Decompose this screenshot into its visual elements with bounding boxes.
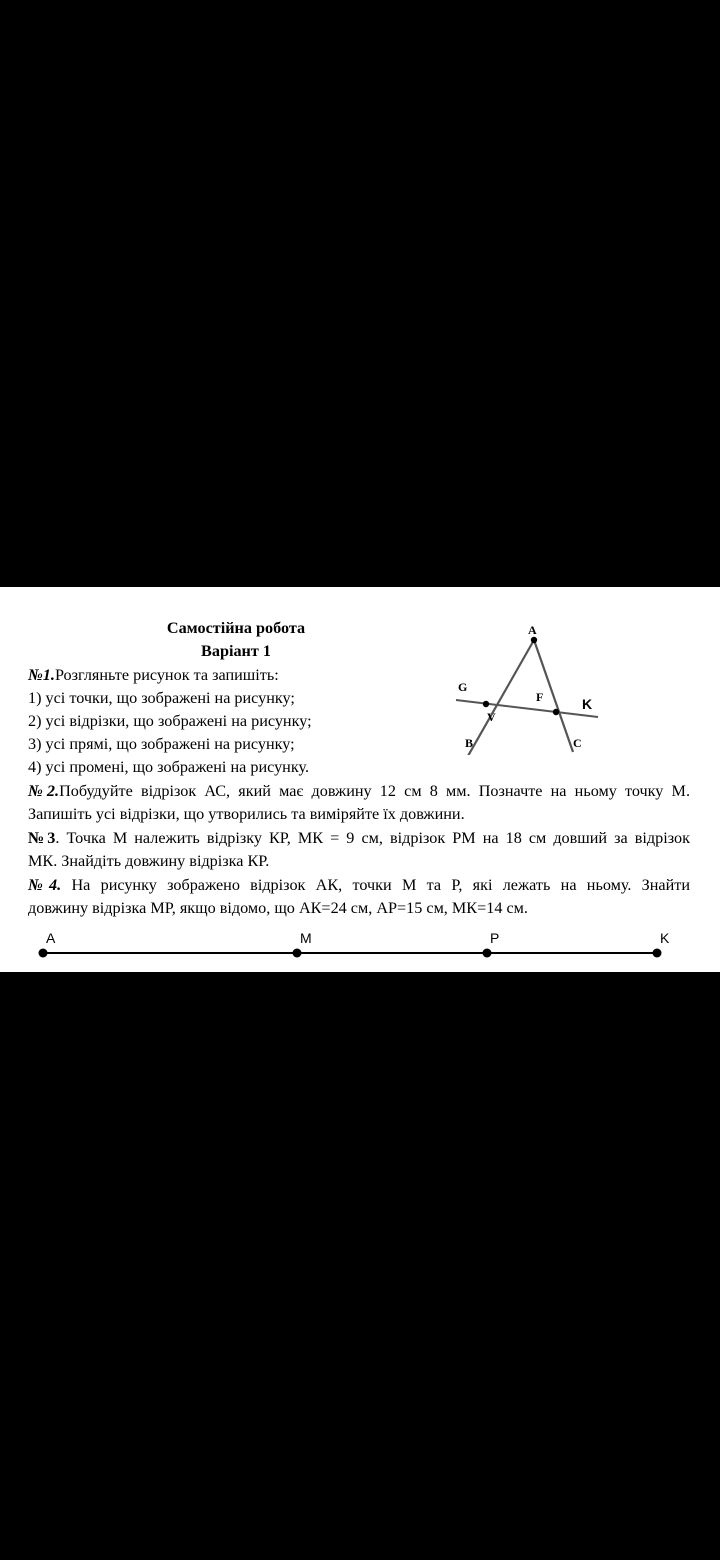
worksheet <box>0 587 720 972</box>
point-m <box>293 949 302 958</box>
label-a: A <box>528 623 537 637</box>
task-1-item: 1) усі точки, що зображені на рисунку; <box>28 689 295 707</box>
task-3-line-1: №3. Точка М належить відрізку КР, МК = 9 см, відрізок РМ на 18 см довший за відрізок <box>28 829 690 847</box>
task-1-item: 3) усі прямі, що зображені на рисунку; <box>28 735 295 753</box>
point-k <box>653 949 662 958</box>
label-c: C <box>573 736 582 750</box>
task-2-line-2: Запишіть усі відрізки, що утворились та виміряйте їх довжини. <box>28 805 465 823</box>
task-4-number: №4. <box>28 876 62 894</box>
label-k: K <box>582 696 593 712</box>
point-f <box>553 709 559 715</box>
task-2-number: №2. <box>28 782 60 800</box>
line-gk <box>456 700 598 717</box>
worksheet-title: Самостійна робота <box>166 619 306 637</box>
task-1-item: 4) усі промені, що зображені на рисунку. <box>28 758 309 776</box>
point-p <box>483 949 492 958</box>
label-v: V <box>487 710 496 724</box>
label-m: M <box>300 930 312 946</box>
task-4-line-2: довжину відрізка МР, якщо відомо, що АК=24 см, АР=15 см, МК=14 см. <box>28 899 528 917</box>
task-1-figure <box>440 615 620 755</box>
label-p: P <box>490 930 500 946</box>
label-a: A <box>46 930 56 946</box>
label-g: G <box>458 680 468 694</box>
variant-title: Варіант 1 <box>201 642 271 660</box>
task-3-line-2: МК. Знайдіть довжину відрізка КР. <box>28 852 270 870</box>
task-1-item: 2) усі відрізки, що зображені на рисунку; <box>28 712 312 730</box>
point-a <box>531 637 537 643</box>
task-1-number: №1. <box>28 666 55 684</box>
label-k: K <box>660 930 670 946</box>
task-4-figure <box>30 927 680 967</box>
point-a <box>39 949 48 958</box>
task-3-number: №3 <box>28 829 56 847</box>
label-b: B <box>465 736 474 750</box>
point-v <box>483 701 489 707</box>
label-f: F <box>536 690 544 704</box>
task-1-intro <box>28 665 279 685</box>
task-4-line-1: №4. На рисунку зображено відрізок АК, точки М та Р, які лежать на ньому. Знайти <box>28 876 690 894</box>
task-2-line-1: №2.Побудуйте відрізок АС, який має довжину 12 см 8 мм. Позначте на ньому точку М. <box>28 782 690 800</box>
task-1-intro-text: Розгляньте рисунок та запишіть: <box>54 666 279 684</box>
